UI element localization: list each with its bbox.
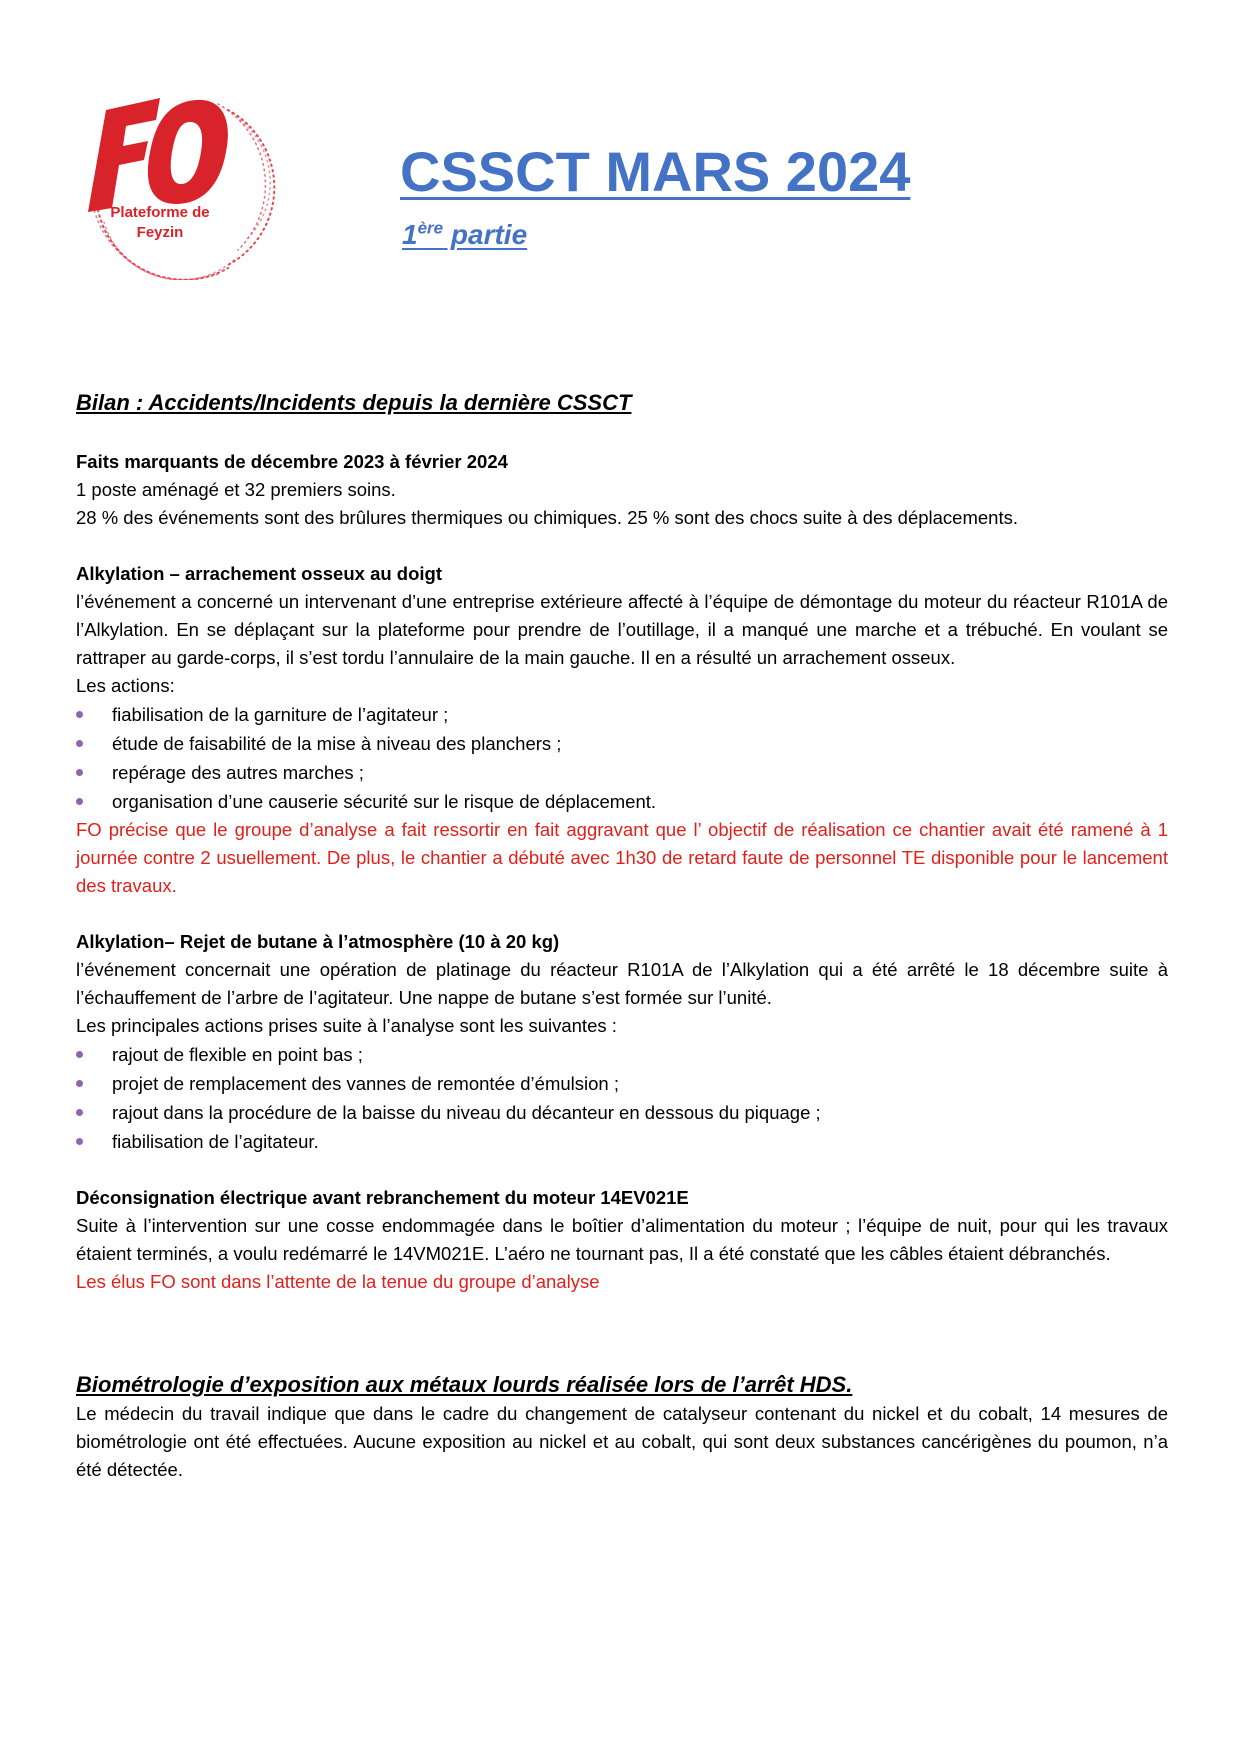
list-item: repérage des autres marches ;	[76, 758, 1168, 787]
fo-logo-mark	[78, 90, 278, 280]
list-item: projet de remplacement des vannes de remontée d’émulsion ;	[76, 1069, 1168, 1098]
subtitle-number: 1	[402, 219, 418, 250]
subtitle-rest: partie	[443, 219, 528, 250]
bullet-icon	[76, 1109, 83, 1116]
alky1-body: l’événement a concerné un intervenant d’une entreprise extérieure affecté à l’équipe de démontage du moteur du réacteur R101A de l’Alkylation. En se déplaçant sur la plateforme pour prendre de l’outillage, il a manqué une marche et a trébuché. En voulant se rattraper au garde-corps, il s’est tordu l’annulaire de la main gauche. Il en a résulté un arrachement osseux.	[76, 591, 1168, 668]
decons-body: Suite à l’intervention sur une cosse endommagée dans le boîtier d’alimentation du moteur ; l’équipe de nuit, pour qui les travaux étaient terminés, a voulu redémarré le 14VM021E. L’aéro ne tournant pas, Il a été constaté que les câbles étaient débranchés.	[76, 1215, 1168, 1264]
alky2-actions-list	[76, 1040, 1168, 1156]
block-alkylation-butane	[76, 928, 1168, 1156]
decons-heading: Déconsignation électrique avant rebranchement du moteur 14EV021E	[76, 1187, 689, 1208]
alky1-heading: Alkylation – arrachement osseux au doigt	[76, 563, 442, 584]
decons-fo-note: Les élus FO sont dans l’attente de la tenue du groupe d’analyse	[76, 1271, 600, 1292]
alky1-actions-label: Les actions:	[76, 675, 175, 696]
block-alkylation-doigt	[76, 560, 1168, 900]
block-deconsignation	[76, 1184, 1168, 1296]
alky2-heading: Alkylation– Rejet de butane à l’atmosphère (10 à 20 kg)	[76, 931, 560, 952]
subtitle-superscript: ère	[417, 218, 444, 238]
list-item: fiabilisation de l’agitateur.	[76, 1127, 1168, 1156]
fo-logo	[78, 90, 278, 280]
bullet-icon	[76, 798, 83, 805]
list-item: étude de faisabilité de la mise à niveau des planchers ;	[76, 729, 1168, 758]
bullet-icon	[76, 1051, 83, 1058]
list-item: fiabilisation de la garniture de l’agitateur ;	[76, 700, 1168, 729]
alky2-body: l’événement concernait une opération de platinage du réacteur R101A de l’Alkylation qui a été arrêté le 18 décembre suite à l’échauffement de l’arbre de l’agitateur. Une nappe de butane s’est formée sur l’unité.	[76, 959, 1168, 1008]
alky2-actions-label: Les principales actions prises suite à l’analyse sont les suivantes :	[76, 1015, 617, 1036]
bullet-icon	[76, 711, 83, 718]
alky1-actions-list	[76, 700, 1168, 816]
biometrologie-body: Le médecin du travail indique que dans le cadre du changement de catalyseur contenant du nickel et du cobalt, 14 mesures de biométrologie ont été effectuées. Aucune exposition au nickel et au cobalt, qui sont deux substances cancérigènes du poumon, n’a été détectée.	[76, 1403, 1168, 1480]
faits-line-2: 28 % des événements sont des brûlures thermiques ou chimiques. 25 % sont des chocs suite à des déplacements.	[76, 507, 1018, 528]
bullet-icon	[76, 1138, 83, 1145]
document-body	[76, 388, 1168, 1484]
section-title-bilan: Bilan : Accidents/Incidents depuis la dernière CSSCT	[76, 390, 632, 415]
list-item: organisation d’une causerie sécurité sur le risque de déplacement.	[76, 787, 1168, 816]
alky1-fo-note: FO précise que le groupe d’analyse a fait ressortir en fait aggravant que l’ objectif de réalisation ce chantier avait été ramené à 1 journée contre 2 usuellement. De plus, le chantier a débuté avec 1h30 de retard faute de personnel TE disponible pour le lancement des travaux.	[76, 819, 1168, 896]
section-title-biometrologie: Biométrologie d’exposition aux métaux lourds réalisée lors de l’arrêt HDS.	[76, 1372, 853, 1397]
logo-text-line1: Plateforme de	[110, 204, 210, 221]
list-item: rajout de flexible en point bas ;	[76, 1040, 1168, 1069]
block-faits-marquants	[76, 448, 1168, 532]
list-item: rajout dans la procédure de la baisse du niveau du décanteur en dessous du piquage ;	[76, 1098, 1168, 1127]
document-subtitle	[402, 218, 527, 252]
document-title: CSSCT MARS 2024	[400, 140, 911, 203]
bullet-icon	[76, 1080, 83, 1087]
bullet-icon	[76, 740, 83, 747]
faits-line-1: 1 poste aménagé et 32 premiers soins.	[76, 479, 396, 500]
bullet-icon	[76, 769, 83, 776]
logo-text-line2: Feyzin	[136, 224, 184, 241]
faits-heading: Faits marquants de décembre 2023 à février 2024	[76, 451, 508, 472]
